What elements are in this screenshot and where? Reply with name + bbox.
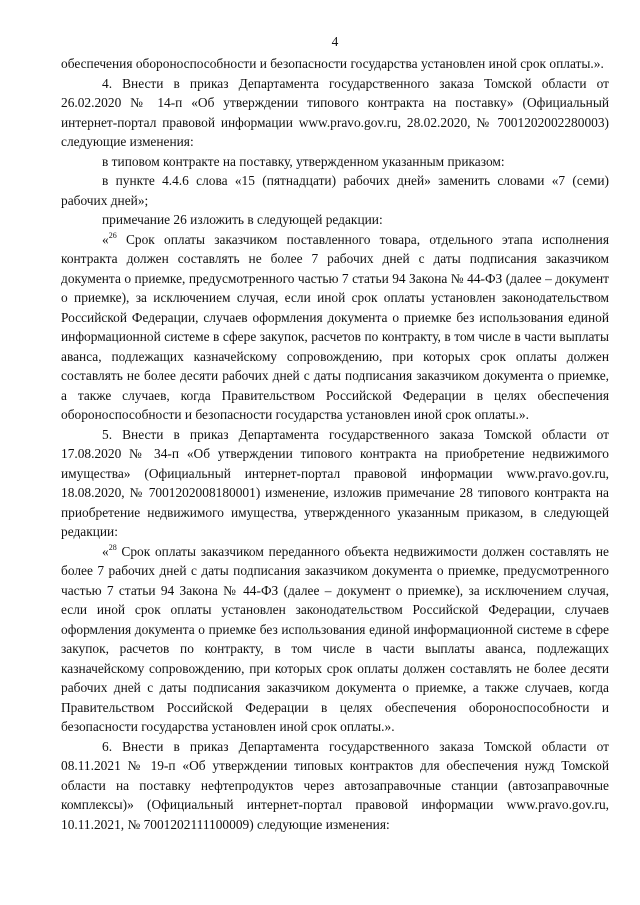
paragraph-item-4: 4. Внести в приказ Департамента государственного заказа Томской области от 26.02.2020 № 14-п «Об утверждении типового контракта на поставку» (Официальный интернет-портал правовой информации www.pravo.gov.ru, 28.02.2020, № 7001202002280003) следующие изменения: [61,75,609,149]
quote-open: « [102,231,109,247]
paragraph-item-5: 5. Внести в приказ Департамента государственного заказа Томской области от 17.08.2020 № 34-п «Об утверждении типового контракта на приобретение недвижимого имущества» (Официальный интернет-портал правовой информации www.pravo.gov.ru, 18.08.2020, № 7001202008180001) изменение, изложив примечание 28 типового контракта на приобретение недвижимого имущества, утвержденного указанным приказом, в следующей редакции: [61,426,609,539]
page-number: 4 [331,34,339,49]
note-26-body: Срок оплаты заказчиком поставленного товара, отдельного этапа исполнения контракта должен составлять не более 7 рабочих дней с даты подписания заказчиком документа о приемке, предусмотренного частью 7 статьи 94 Закона № 44-ФЗ (далее – документ о приемке), за исключением случая, если иной срок оплаты установлен законодательством Российской Федерации, случаев оформления документа о приемке без использования единой информационной системе в сфере закупок, расчетов по контракту, в том числе в части выплаты аванса, подлежащих казначейскому сопровождению, при которых срок оплаты должен составлять не более десяти рабочих дней с даты подписания заказчиком документа о приемке, а также случаев, когда Правительством Российской Федерации в целях обеспечения обороноспособности и безопасности государства установлен иной срок оплаты.». [61,231,609,422]
paragraph-continuation: обеспечения обороноспособности и безопасности государства установлен иной срок оплаты.». [61,56,604,71]
document-page [61,0,609,834]
footnote-mark-28: 28 [108,542,117,552]
paragraph-note-26-intro: примечание 26 изложить в следующей редакции: [102,212,383,227]
quote-open: « [102,543,109,559]
footnote-mark-26: 26 [108,230,117,240]
paragraph-note-28-text [61,542,609,737]
note-28-body: Срок оплаты заказчиком переданного объекта недвижимости должен составлять не более 7 рабочих дней с даты подписания заказчиком документа о приемке, предусмотренного частью 7 статьи 94 Закона № 44-ФЗ (далее – документ о приемке), за исключением случая, если иной срок оплаты установлен законодательством Российской Федерации, случаев оформления документа о приемке без использования единой информационной системе в сфере закупок, расчетов по контракту, в том числе в части выплаты аванса, подлежащих казначейскому сопровождению, при которых срок оплаты должен составлять не более десяти рабочих дней с даты подписания заказчиком документа о приемке, а также случаев, когда Правительством Российской Федерации в целях обеспечения обороноспособности и безопасности государства установлен иной срок оплаты.». [61,543,609,734]
paragraph-item-6: 6. Внести в приказ Департамента государственного заказа Томской области от 08.11.2021 № 19-п «Об утверждении типовых контрактов для обеспечения нужд Томской области на поставку нефтепродуктов через автозаправочные станции (автозаправочные комплексы)» (Официальный интернет-портал правовой информации www.pravo.gov.ru, 10.11.2021, № 7001202111100009) следующие изменения: [61,738,609,832]
paragraph-clause-4-4-6: в пункте 4.4.6 слова «15 (пятнадцати) рабочих дней» заменить словами «7 (семи) рабочих дней»; [61,173,609,208]
paragraph-typical-contract-supply: в типовом контракте на поставку, утвержденном указанным приказом: [102,153,505,169]
paragraph-note-26-text [61,230,609,425]
